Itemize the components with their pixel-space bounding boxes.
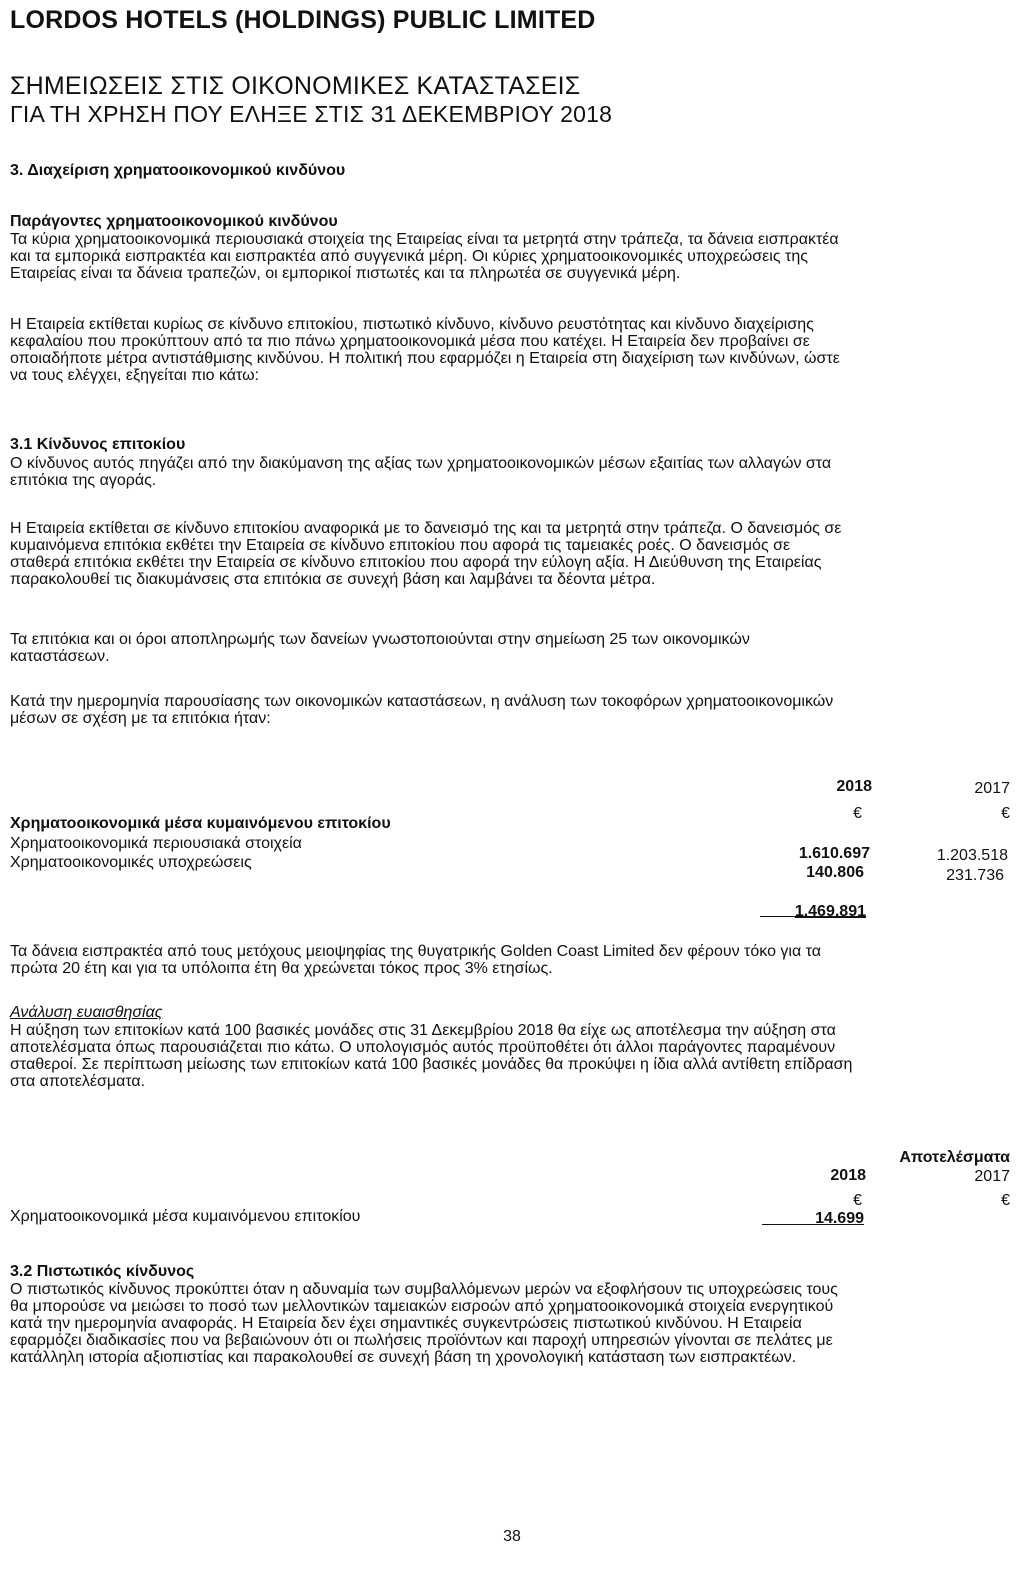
company-name: LORDOS HOTELS (HOLDINGS) PUBLIC LIMITED (10, 6, 596, 34)
text-line: μέσων σε σχέση με τα επιτόκια ήταν: (10, 710, 271, 727)
text-line: και τα εμπορικά εισπρακτέα και εισπρακτέα από συγγενικά μέρη. Οι κύριες χρηματοοικονομικές υποχρεώσεις της (10, 248, 808, 265)
section-3-heading: 3. Διαχείριση χρηματοοικονομικού κινδύνου (10, 162, 346, 179)
interest-risk-exposure (10, 520, 1010, 588)
page-number: 38 (503, 1528, 521, 1545)
sensitivity-heading: Ανάλυση ευαισθησίας (10, 1004, 163, 1021)
table2-row-label: Χρηματοοικονομικά μέσα κυμαινόμενου επιτοκίου (10, 1208, 361, 1225)
table1-row-value-prior: 1.203.518 (936, 847, 1008, 864)
sensitivity-paragraph (10, 1022, 1010, 1090)
loan-terms-paragraph (10, 631, 1010, 665)
text-line: παρακολουθεί τις διακυμάνσεις στα επιτόκια σε συνεχή βάση και λαμβάνει τα δέοντα μέτρα. (10, 571, 656, 588)
text-line: Η Εταιρεία εκτίθεται κυρίως σε κίνδυνο επιτοκίου, πιστωτικό κίνδυνο, κίνδυνο ρευστότητας και κίνδυνο διαχείρισης (10, 316, 814, 333)
loans-receivable-note (10, 943, 1010, 977)
table1-row-value-current: 140.806 (806, 864, 864, 881)
table2-year-prior: 2017 (974, 1168, 1010, 1185)
table1-year-prior: 2017 (974, 780, 1010, 797)
text-line: αποτελέσματα όπως παρουσιάζεται πιο κάτω. Ο υπολογισμός αυτός προϋποθέτει ότι άλλοι παράγοντες παραμένουν (10, 1039, 836, 1056)
notes-title: ΣΗΜΕΙΩΣΕΙΣ ΣΤΙΣ ΟΙΚΟΝΟΜΙΚΕΣ ΚΑΤΑΣΤΑΣΕΙΣ (10, 72, 581, 100)
risk-factors-heading: Παράγοντες χρηματοοικονομικού κινδύνου (10, 213, 338, 230)
risk-factors-paragraph (10, 231, 1010, 282)
text-line: θα μπορούσε να μειώσει το ποσό των μελλοντικών ταμειακών εισροών από χρηματοοικονομικά στοιχεία ενεργητικού (10, 1298, 834, 1315)
exposure-paragraph (10, 316, 1010, 384)
text-line: Τα επιτόκια και οι όροι αποπληρωμής των δανείων γνωστοποιούνται στην σημείωση 25 των οικονομικών (10, 631, 750, 648)
table1-currency-prior: € (1001, 805, 1010, 822)
table2-results-label: Αποτελέσματα (899, 1149, 1010, 1166)
text-line: κατάλληλη ιστορία αξιοπιστίας και παρακολουθεί σε συνεχή βάση τη χρονολογική κατάσταση των εισπρακτέων. (10, 1349, 797, 1366)
text-line: Η αύξηση των επιτοκίων κατά 100 βασικές μονάδες στις 31 Δεκεμβρίου 2018 θα είχε ως αποτέλεσμα την αύξηση στα (10, 1022, 836, 1039)
text-line: κατά την ημερομηνία αναφοράς. Η Εταιρεία δεν έχει σημαντικές συγκεντρώσεις πιστωτικού κινδύνου. Η Εταιρεία (10, 1315, 802, 1332)
text-line: Ο κίνδυνος αυτός πηγάζει από την διακύμανση της αξίας των χρηματοοικονομικών μέσων εξαιτίας των αλλαγών στα (10, 455, 832, 472)
table1-currency-current: € (853, 805, 862, 822)
analysis-paragraph (10, 693, 1010, 727)
table1-row-label: Χρηματοοικονομικά περιουσιακά στοιχεία (10, 835, 302, 852)
section-3-2-heading: 3.2 Πιστωτικός κίνδυνος (10, 1263, 195, 1280)
table1-row-label: Χρηματοοικονομικές υποχρεώσεις (10, 854, 252, 871)
table2-currency-prior: € (1001, 1192, 1010, 1209)
table1-group-label: Χρηματοοικονομικά μέσα κυμαινόμενου επιτοκίου (10, 815, 391, 832)
text-line: πρώτα 20 έτη και για τα υπόλοιπα έτη θα χρεώνεται τόκος προς 3% ετησίως. (10, 960, 553, 977)
table1-row-value-current: 1.610.697 (798, 845, 870, 862)
text-line: σταθεροί. Σε περίπτωση μείωσης των επιτοκίων κατά 100 βασικές μονάδες θα προκύψει η ίδια αλλά αντίθετη επίδραση (10, 1056, 853, 1073)
text-line: καταστάσεων. (10, 648, 110, 665)
table2-year-current: 2018 (830, 1167, 866, 1184)
text-line: Η Εταιρεία εκτίθεται σε κίνδυνο επιτοκίου αναφορικά με το δανεισμό της και τα μετρητά στην τράπεζα. Ο δανεισμός σε (10, 520, 842, 537)
table1-total-current: 1.469.891 (794, 903, 866, 920)
table2-value-current: 14.699 (815, 1210, 864, 1227)
text-line: επιτόκια της αγοράς. (10, 472, 157, 489)
text-line: Ο πιστωτικός κίνδυνος προκύπτει όταν η αδυναμία των συμβαλλόμενων μερών να εξοφλήσουν τις υποχρεώσεις τους (10, 1281, 838, 1298)
credit-risk-paragraph (10, 1281, 1010, 1366)
notes-period: ΓΙΑ ΤΗ ΧΡΗΣΗ ΠΟΥ ΕΛΗΞΕ ΣΤΙΣ 31 ΔΕΚΕΜΒΡΙΟΥ 2018 (10, 101, 613, 127)
text-line: Τα δάνεια εισπρακτέα από τους μετόχους μειοψηφίας της θυγατρικής Golden Coast Limited δεν φέρουν τόκο για τα (10, 943, 821, 960)
text-line: κεφαλαίου που προκύπτουν από τα πιο πάνω χρηματοοικονομικά μέσα που κατέχει. Η Εταιρεία δεν προβαίνει σε (10, 333, 810, 350)
text-line: Τα κύρια χρηματοοικονομικά περιουσιακά στοιχεία της Εταιρείας είναι τα μετρητά στην τράπεζα, τα δάνεια εισπρακτέα (10, 231, 839, 248)
table1-year-current: 2018 (836, 778, 872, 795)
text-line: Εταιρείας είναι τα δάνεια τραπεζών, οι εμπορικοί πιστωτές και τα πληρωτέα σε συγγενικά μέρη. (10, 265, 681, 282)
text-line: σταθερά επιτόκια εκθέτει την Εταιρεία σε κίνδυνο επιτοκίου που αφορά την εύλογη αξία. Η Διεύθυνση της Εταιρείας (10, 554, 822, 571)
text-line: Κατά την ημερομηνία παρουσίασης των οικονομικών καταστάσεων, η ανάλυση των τοκοφόρων χρηματοοικονομικών (10, 693, 834, 710)
text-line: οποιαδήποτε μέτρα αντιστάθμισης κινδύνου. Η πολιτική που εφαρμόζει η Εταιρεία στη διαχείριση των κινδύνων, ώστε (10, 350, 840, 367)
text-line: κυμαινόμενα επιτόκια εκθέτει την Εταιρεία σε κίνδυνο επιτοκίου που αφορά τις ταμειακές ροές. Ο δανεισμός σε (10, 537, 791, 554)
text-line: να τους ελέγχει, εξηγείται πιο κάτω: (10, 367, 260, 384)
section-3-1-heading: 3.1 Κίνδυνος επιτοκίου (10, 436, 186, 453)
table2-currency-current: € (853, 1192, 862, 1209)
interest-risk-intro (10, 455, 1010, 489)
text-line: εφαρμόζει διαδικασίες που να βεβαιώνουν ότι οι πωλήσεις προϊόντων και παροχή υπηρεσιών γίνονται σε πελάτες με (10, 1332, 833, 1349)
text-line: στα αποτελέσματα. (10, 1073, 146, 1090)
table1-row-value-prior: 231.736 (946, 867, 1004, 884)
